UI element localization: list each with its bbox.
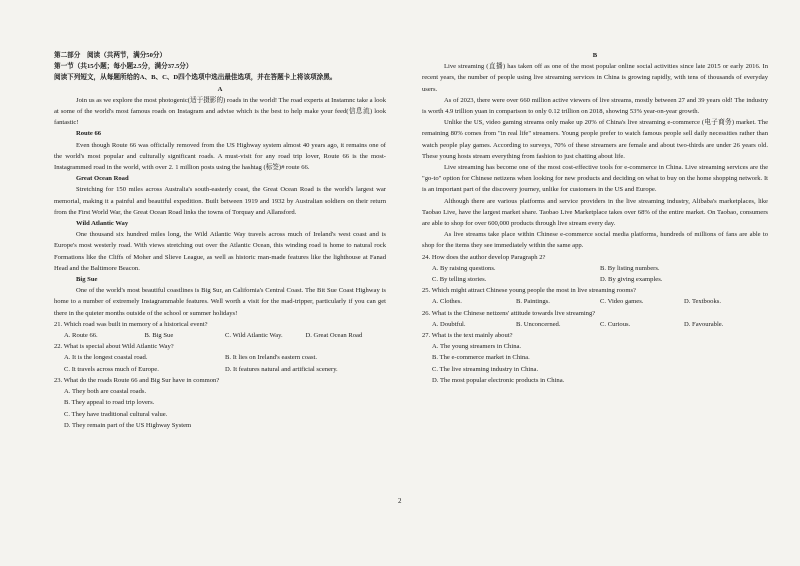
right-column xyxy=(422,50,768,386)
question-21: 21. Which road was built in memory of a historical event? xyxy=(54,320,208,328)
passage-b-paragraph: Unlike the US, video gaming streams only make up 20% of China's live streaming e-commerce (电子商务) market. The remaining 80% comes from "in real life" streamers. Young people prefer to watch famous people sell daily necessities rather than watch people play games. According to surveys, 70% of these streamers are female and about two-thirds are under 26 years old. These young hosts stream everything from fashion to just chatting about life. xyxy=(422,119,768,160)
option[interactable]: C. They have traditional cultural value. xyxy=(64,410,168,418)
page-number: 2 xyxy=(398,497,402,505)
option[interactable]: C. By telling stories. xyxy=(432,276,487,284)
section-title: Great Ocean Road xyxy=(76,175,129,183)
option[interactable]: D. The most popular electronic products in China. xyxy=(432,376,565,384)
question-27: 27. What is the text mainly about? xyxy=(422,332,513,340)
question-22: 22. What is special about Wild Atlantic Way? xyxy=(54,343,174,351)
question-23: 23. What do the roads Route 66 and Big Sur have in common? xyxy=(54,376,220,384)
option[interactable]: B. Big Sue xyxy=(144,332,174,340)
option[interactable]: B. They appeal to road trip lovers. xyxy=(64,399,155,407)
options-21 xyxy=(54,330,386,341)
options-23 xyxy=(54,386,386,431)
option[interactable]: D. Textbooks. xyxy=(684,298,721,306)
option[interactable]: D. Favourable. xyxy=(684,320,724,328)
option[interactable]: D. They remain part of the US Highway System xyxy=(64,421,192,429)
passage-b-paragraph: As of 2023, there were over 660 million active viewers of live streams, mostly between 27 and 39 years old! The industry is worth 4.9 trillion yuan in comparison to only 0.12 trillion on 2018, showing 53% year-on-year growth. xyxy=(422,96,768,116)
option[interactable]: A. By raising questions. xyxy=(432,264,496,272)
option[interactable]: C. Video games. xyxy=(600,298,644,306)
options-24b xyxy=(422,274,768,285)
option[interactable]: A. The young streamers in China. xyxy=(432,343,522,351)
option[interactable]: C. It travels across much of Europe. xyxy=(64,365,159,373)
option[interactable]: D. By giving examples. xyxy=(600,276,663,284)
section-text: Even though Route 66 was officially removed from the US Highway system almost 40 years ago, it remains one of the world's most popular and culturally significant roads. A must-visit for any road trip lover, Route 66 is the most-Instagrammed road in the world, with over 2. 1 million posts using the hashtag (标签)# route 66. xyxy=(54,141,386,172)
option[interactable]: A. Clothes. xyxy=(432,298,462,306)
options-25 xyxy=(422,296,768,307)
option[interactable]: C. The live streaming industry in China. xyxy=(432,365,539,373)
options-22a xyxy=(54,352,386,363)
instructions: 阅读下列短文，从每题所给的A、B、C、D四个选项中选出最佳选项，并在答题卡上将该项涂黑。 xyxy=(54,74,337,82)
option[interactable]: C. Wild Atlantic Way. xyxy=(225,332,283,340)
options-22b xyxy=(54,364,386,375)
section-title: Wild Atlantic Way xyxy=(76,220,129,228)
section-title: Big Sue xyxy=(76,276,98,284)
passage-b-paragraph: Although there are various platforms and service providers in the live streaming industry, Alibaba's marketplaces, like Taobao Live, have the largest market share. Taobao Live Marketplace takes over 68% of the entire market. On Taobao, consumers are able to shop for over 600,000 products through live stream every day. xyxy=(422,197,768,228)
question-26: 26. What is the Chinese netizens' attitude towards live streaming? xyxy=(422,309,596,317)
options-26 xyxy=(422,319,768,330)
section-text: Stretching for 150 miles across Australia's south-easterly coast, the Great Ocean Road is the world's largest war memorial, making it a painful and beautiful expedition. Built between 1919 and 1932 by Australian soldiers on their return from the First World War, the Great Ocean Road links the towns of Torquay and Allansford. xyxy=(54,186,386,216)
left-column xyxy=(54,50,386,431)
section-title: Route 66 xyxy=(76,130,102,138)
passage-a-intro: Join us as we explore the most photogenic(适于摄影的) roads in the world! The road experts at Instamnc take a look at some of the world's most famous roads on Instagram and advise which is the best to help make your feed(信息流) look fantastic! xyxy=(54,96,386,127)
option[interactable]: B. By listing numbers. xyxy=(600,264,660,272)
subsection-header: 第一节（共15小题；每小题2.5分，满分37.5分） xyxy=(54,63,193,71)
option[interactable]: B. Unconcerned. xyxy=(516,320,561,328)
question-24: 24. How does the author develop Paragraph 2? xyxy=(422,253,546,261)
option[interactable]: B. Paintings. xyxy=(516,298,550,306)
passage-b-paragraph: Live streaming has become one of the most cost-effective tools for e-commerce in China. Live streaming services are the "go-to" option for Chinese netizens when looking for new products and deciding on what to buy on the home shopping network. It is an important part of the discovery journey, unlike for customers in the US and Europe. xyxy=(422,164,768,194)
option[interactable]: A. Doubtful. xyxy=(432,320,466,328)
option[interactable]: D. Great Ocean Road xyxy=(305,332,363,340)
passage-label-b: B xyxy=(592,52,598,59)
passage-b-paragraph: As live streams take place within Chinese e-commerce social media platforms, hundreds of millions of fans are able to shop for the items they see immediately within the same app. xyxy=(422,231,768,250)
passage-label-a: A xyxy=(217,85,223,93)
section-text: One thousand six hundred miles long, the Wild Atlantic Way travels across much of Ireland's west coast and is Europe's most westerly road. With views stretching out over the Atlantic Ocean, this winding road is home to natural rock Formations like the Cliffs of Moher and Slieve League, as well as historic man-made features like the lighthouse at Fanad Head and the Baltimore Beacon. xyxy=(54,231,386,272)
question-25: 25. Which might attract Chinese young people the most in live streaming rooms? xyxy=(422,287,636,295)
options-24a xyxy=(422,263,768,274)
option[interactable]: A. Route 66. xyxy=(64,332,98,340)
section-text: One of the world's most beautiful coastlines is Big Sur, an California's Central Coast. The Bit Sue Coast Highway is home to a number of extremely Instagrammable features. Well worth a visit for the mad-tripper, particularly if you can get there in the quieter months outside of the school or summer holidays! xyxy=(54,287,386,317)
option[interactable]: D. It features natural and artificial scenery. xyxy=(225,365,338,373)
section-header: 第二部分 阅读（共两节，满分50分） xyxy=(54,52,167,59)
option[interactable]: B. The e-commerce market in China. xyxy=(432,354,530,362)
option[interactable]: B. It lies on Ireland's eastern coast. xyxy=(225,354,318,362)
option[interactable]: A. It is the longest coastal road. xyxy=(64,354,148,362)
passage-b-paragraph: Live streaming (直播) has taken off as one of the most popular online social activities since late 2015 or early 2016. In recent years, the number of people using live streaming services in China is growing rapidly, with tens of thousands of everyday users. xyxy=(422,63,768,93)
option[interactable]: C. Curious. xyxy=(600,320,631,328)
options-27 xyxy=(422,341,768,386)
option[interactable]: A. They both are coastal roads. xyxy=(64,388,147,396)
